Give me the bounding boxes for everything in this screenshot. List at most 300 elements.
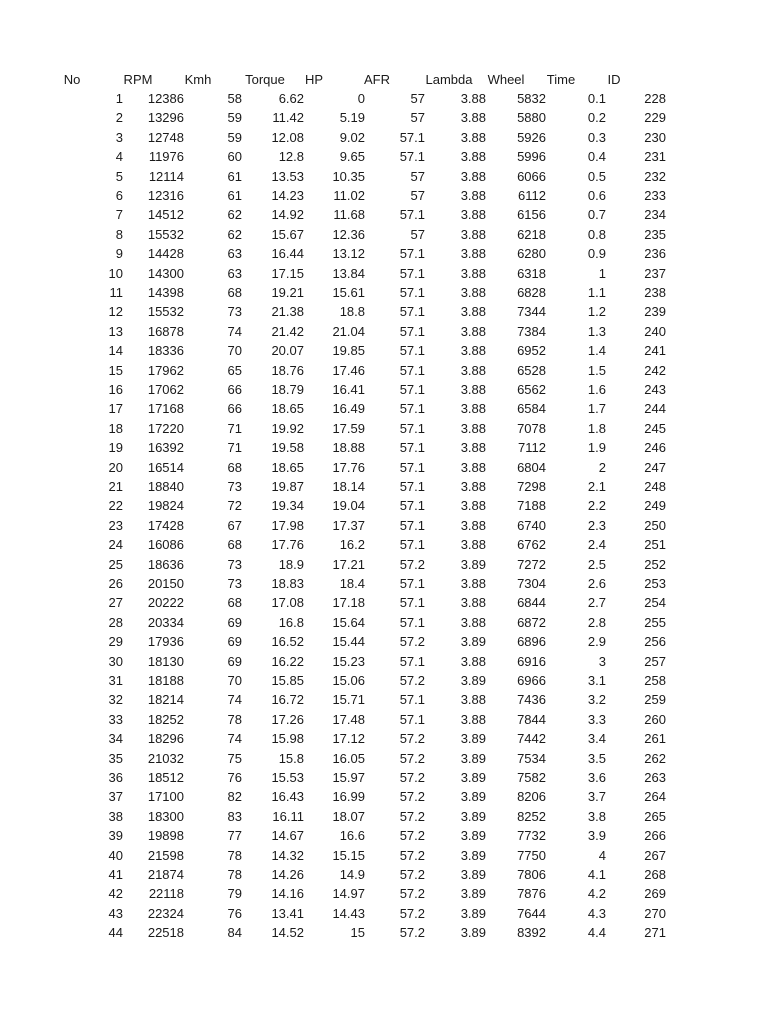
cell-torque: 16.43 [271, 789, 304, 805]
cell-lambda: 3.88 [460, 537, 486, 553]
table-row [0, 264, 768, 283]
table-row [0, 574, 768, 593]
cell-id: 243 [644, 382, 666, 397]
cell-id: 233 [644, 188, 666, 203]
cell-afr: 57.1 [399, 382, 425, 397]
table-row [0, 205, 768, 224]
cell-lambda: 3.88 [460, 498, 486, 514]
cell-id: 263 [644, 770, 666, 785]
cell-afr: 57.1 [399, 343, 425, 359]
cell-no: 5 [115, 168, 123, 184]
cell-time: 4.2 [587, 886, 606, 902]
table-row [0, 826, 768, 845]
table-row [0, 884, 768, 903]
cell-rpm: 14428 [147, 246, 184, 262]
cell-rpm: 11976 [148, 149, 184, 165]
table-row [0, 458, 768, 477]
cell-time: 3.1 [587, 673, 606, 688]
cell-hp: 11.02 [333, 188, 365, 203]
cell-lambda: 3.88 [460, 517, 486, 533]
cell-kmh: 59 [227, 110, 242, 126]
cell-no: 13 [108, 323, 123, 339]
cell-rpm: 20150 [147, 576, 184, 591]
cell-no: 15 [108, 362, 123, 378]
cell-rpm: 18336 [147, 343, 184, 359]
cell-afr: 57.1 [399, 207, 425, 223]
cell-torque: 12.8 [278, 149, 304, 165]
cell-hp: 12.36 [332, 226, 365, 242]
cell-afr: 57.2 [399, 925, 425, 941]
cell-lambda: 3.88 [460, 304, 486, 320]
cell-torque: 18.83 [271, 576, 304, 591]
cell-wheel: 6318 [517, 265, 546, 281]
cell-afr: 57 [410, 188, 425, 203]
cell-afr: 57.2 [399, 750, 425, 766]
cell-hp: 19.85 [332, 343, 365, 359]
cell-id: 228 [644, 91, 666, 106]
column-header-kmh: Kmh [184, 72, 212, 87]
cell-torque: 16.8 [278, 614, 304, 630]
cell-time: 2.2 [587, 498, 606, 514]
cell-afr: 57.1 [399, 265, 425, 281]
cell-afr: 57.1 [399, 285, 425, 300]
table-row [0, 380, 768, 399]
cell-afr: 57.1 [399, 692, 425, 708]
cell-kmh: 66 [227, 401, 242, 417]
cell-time: 2.4 [587, 537, 606, 553]
cell-no: 4 [115, 149, 123, 165]
cell-kmh: 63 [227, 265, 242, 281]
cell-wheel: 6280 [517, 246, 546, 262]
cell-rpm: 16878 [147, 323, 184, 339]
cell-time: 3.8 [587, 808, 606, 824]
table-row [0, 147, 768, 166]
cell-kmh: 76 [227, 770, 242, 785]
cell-time: 1.3 [587, 323, 606, 339]
cell-kmh: 77 [227, 828, 242, 844]
cell-afr: 57.1 [399, 537, 425, 553]
cell-afr: 57.1 [399, 653, 425, 669]
cell-hp: 15.97 [332, 770, 365, 785]
cell-hp: 18.8 [339, 304, 365, 320]
cell-rpm: 13296 [147, 110, 184, 126]
cell-no: 20 [108, 459, 123, 475]
cell-rpm: 17936 [147, 634, 184, 650]
cell-id: 270 [644, 905, 666, 921]
cell-kmh: 66 [227, 382, 242, 397]
cell-no: 18 [108, 420, 123, 436]
cell-afr: 57 [410, 226, 425, 242]
cell-rpm: 22518 [147, 925, 184, 941]
cell-no: 22 [108, 498, 123, 514]
cell-no: 19 [108, 440, 123, 456]
cell-lambda: 3.88 [460, 207, 486, 223]
cell-kmh: 71 [227, 440, 242, 456]
cell-time: 2.3 [587, 517, 606, 533]
cell-kmh: 84 [227, 925, 242, 941]
cell-kmh: 58 [227, 91, 242, 106]
cell-time: 3.5 [587, 750, 606, 766]
cell-kmh: 78 [227, 867, 242, 882]
table-row [0, 496, 768, 515]
cell-torque: 14.16 [271, 886, 304, 902]
table-row [0, 865, 768, 884]
cell-afr: 57.1 [399, 479, 425, 494]
cell-time: 1.4 [587, 343, 606, 359]
cell-wheel: 7806 [517, 867, 546, 882]
cell-hp: 9.02 [339, 129, 365, 145]
cell-rpm: 12748 [147, 129, 184, 145]
table-row [0, 807, 768, 826]
cell-no: 14 [108, 343, 123, 359]
cell-time: 0.7 [587, 207, 606, 223]
cell-kmh: 61 [227, 168, 242, 184]
cell-no: 35 [108, 750, 123, 766]
table-row [0, 671, 768, 690]
cell-time: 3.4 [587, 731, 606, 747]
table-row [0, 244, 768, 263]
cell-afr: 57.1 [399, 323, 425, 339]
cell-afr: 57.2 [399, 731, 425, 747]
cell-wheel: 7844 [517, 711, 546, 727]
cell-id: 235 [644, 226, 666, 242]
cell-lambda: 3.89 [460, 808, 486, 824]
cell-torque: 16.52 [271, 634, 304, 650]
cell-rpm: 18300 [147, 808, 184, 824]
cell-time: 0.1 [587, 91, 606, 106]
cell-time: 0.5 [587, 168, 606, 184]
cell-torque: 19.87 [271, 479, 304, 494]
cell-rpm: 17100 [147, 789, 184, 805]
cell-no: 39 [108, 828, 123, 844]
cell-kmh: 62 [227, 226, 242, 242]
cell-rpm: 16514 [147, 459, 184, 475]
cell-no: 3 [115, 129, 123, 145]
table-row [0, 128, 768, 147]
cell-afr: 57 [410, 91, 425, 106]
cell-rpm: 18840 [147, 479, 184, 494]
cell-kmh: 73 [227, 479, 242, 494]
cell-hp: 17.21 [332, 556, 365, 572]
cell-lambda: 3.88 [460, 362, 486, 378]
cell-wheel: 6896 [517, 634, 546, 650]
cell-id: 244 [644, 401, 666, 417]
cell-wheel: 6562 [517, 382, 546, 397]
cell-hp: 13.12 [332, 246, 365, 262]
cell-torque: 17.08 [271, 595, 304, 611]
cell-hp: 15.15 [332, 847, 365, 863]
column-header-no: No [63, 72, 81, 87]
cell-torque: 11.42 [272, 110, 304, 126]
table-row [0, 516, 768, 535]
cell-lambda: 3.88 [460, 91, 486, 106]
cell-wheel: 7112 [518, 440, 546, 456]
cell-afr: 57.1 [399, 362, 425, 378]
column-header-lambda: Lambda [425, 72, 473, 87]
cell-id: 241 [644, 343, 666, 359]
cell-time: 0.9 [587, 246, 606, 262]
cell-lambda: 3.88 [460, 188, 486, 203]
cell-no: 6 [115, 188, 123, 203]
cell-no: 27 [108, 595, 123, 611]
cell-id: 257 [644, 653, 666, 669]
table-row [0, 341, 768, 360]
cell-torque: 16.72 [271, 692, 304, 708]
cell-hp: 21.04 [332, 323, 365, 339]
cell-rpm: 18512 [147, 770, 184, 785]
cell-id: 266 [644, 828, 666, 844]
cell-torque: 21.38 [271, 304, 304, 320]
cell-rpm: 22324 [147, 905, 184, 921]
table-row [0, 186, 768, 205]
cell-wheel: 8392 [517, 925, 546, 941]
cell-rpm: 17962 [147, 362, 184, 378]
cell-afr: 57.1 [399, 498, 425, 514]
column-header-hp: HP [304, 72, 324, 87]
cell-wheel: 5832 [517, 91, 546, 106]
cell-time: 4.1 [587, 867, 606, 882]
cell-torque: 17.26 [271, 711, 304, 727]
column-header-time: Time [546, 72, 576, 87]
cell-time: 1.2 [587, 304, 606, 320]
cell-rpm: 18636 [147, 556, 184, 572]
cell-hp: 17.37 [332, 517, 365, 533]
cell-hp: 18.88 [332, 440, 365, 456]
cell-rpm: 18188 [147, 673, 184, 688]
cell-no: 21 [108, 479, 123, 494]
table-row [0, 399, 768, 418]
table-row [0, 846, 768, 865]
cell-kmh: 79 [227, 886, 242, 902]
cell-hp: 18.14 [332, 479, 365, 494]
cell-no: 40 [108, 847, 123, 863]
cell-lambda: 3.88 [460, 653, 486, 669]
cell-id: 248 [644, 479, 666, 494]
cell-hp: 15.64 [332, 614, 365, 630]
cell-wheel: 7188 [517, 498, 546, 514]
cell-afr: 57.1 [399, 711, 425, 727]
cell-lambda: 3.88 [460, 285, 486, 300]
cell-no: 31 [108, 673, 123, 688]
cell-afr: 57.2 [399, 847, 425, 863]
cell-rpm: 18214 [147, 692, 184, 708]
cell-no: 11 [109, 285, 123, 300]
cell-wheel: 7876 [517, 886, 546, 902]
cell-torque: 15.98 [271, 731, 304, 747]
cell-afr: 57.2 [399, 905, 425, 921]
cell-rpm: 15532 [147, 304, 184, 320]
cell-hp: 14.9 [339, 867, 365, 882]
cell-wheel: 6952 [517, 343, 546, 359]
cell-torque: 13.53 [271, 168, 304, 184]
cell-no: 42 [108, 886, 123, 902]
cell-id: 252 [644, 556, 666, 572]
cell-torque: 14.26 [271, 867, 304, 882]
cell-rpm: 20222 [147, 595, 184, 611]
cell-hp: 16.49 [332, 401, 365, 417]
cell-no: 33 [108, 711, 123, 727]
cell-lambda: 3.89 [460, 925, 486, 941]
cell-kmh: 82 [227, 789, 242, 805]
table-row [0, 438, 768, 457]
cell-kmh: 67 [227, 517, 242, 533]
cell-lambda: 3.88 [460, 595, 486, 611]
cell-wheel: 8206 [517, 789, 546, 805]
cell-kmh: 76 [227, 905, 242, 921]
cell-id: 230 [644, 129, 666, 145]
cell-kmh: 74 [227, 323, 242, 339]
cell-no: 29 [108, 634, 123, 650]
cell-torque: 18.76 [271, 362, 304, 378]
cell-time: 2.8 [587, 614, 606, 630]
table-row [0, 322, 768, 341]
cell-kmh: 73 [227, 304, 242, 320]
cell-kmh: 68 [227, 459, 242, 475]
cell-wheel: 6218 [517, 226, 546, 242]
cell-rpm: 19824 [147, 498, 184, 514]
cell-hp: 18.4 [339, 576, 365, 591]
cell-no: 12 [108, 304, 123, 320]
cell-time: 4 [598, 847, 606, 863]
cell-wheel: 6584 [517, 401, 546, 417]
cell-hp: 16.05 [332, 750, 365, 766]
cell-torque: 16.22 [271, 653, 304, 669]
cell-lambda: 3.88 [460, 440, 486, 456]
cell-time: 3.7 [587, 789, 606, 805]
cell-id: 240 [644, 323, 666, 339]
cell-kmh: 71 [227, 420, 242, 436]
cell-no: 25 [108, 556, 123, 572]
cell-no: 28 [108, 614, 123, 630]
cell-time: 1.8 [587, 420, 606, 436]
cell-afr: 57.2 [399, 808, 425, 824]
cell-wheel: 7344 [517, 304, 546, 320]
cell-time: 1.9 [587, 440, 606, 456]
cell-id: 245 [644, 420, 666, 436]
cell-rpm: 18252 [147, 711, 184, 727]
table-row [0, 632, 768, 651]
cell-kmh: 69 [227, 614, 242, 630]
cell-wheel: 6916 [517, 653, 546, 669]
cell-id: 256 [644, 634, 666, 650]
column-header-wheel: Wheel [487, 72, 525, 87]
cell-torque: 14.67 [271, 828, 304, 844]
cell-lambda: 3.89 [460, 828, 486, 844]
cell-rpm: 15532 [147, 226, 184, 242]
cell-torque: 15.53 [271, 770, 304, 785]
cell-lambda: 3.88 [460, 246, 486, 262]
cell-rpm: 21598 [147, 847, 184, 863]
cell-wheel: 6112 [518, 188, 546, 203]
cell-id: 231 [644, 149, 666, 165]
cell-time: 2 [598, 459, 606, 475]
cell-wheel: 6872 [517, 614, 546, 630]
cell-kmh: 63 [227, 246, 242, 262]
cell-wheel: 6156 [517, 207, 546, 223]
table-row [0, 593, 768, 612]
cell-time: 2.6 [587, 576, 606, 591]
cell-torque: 17.15 [271, 265, 304, 281]
cell-no: 17 [108, 401, 123, 417]
table-row [0, 690, 768, 709]
column-header-id: ID [607, 72, 621, 87]
cell-time: 0.8 [587, 226, 606, 242]
cell-no: 41 [108, 867, 123, 882]
cell-afr: 57.2 [399, 673, 425, 688]
cell-time: 3.6 [587, 770, 606, 785]
cell-rpm: 14398 [147, 285, 184, 300]
cell-id: 260 [644, 711, 666, 727]
table-row [0, 419, 768, 438]
cell-kmh: 75 [227, 750, 242, 766]
cell-kmh: 72 [227, 498, 242, 514]
cell-hp: 16.99 [332, 789, 365, 805]
cell-rpm: 17168 [147, 401, 184, 417]
cell-hp: 10.35 [332, 168, 365, 184]
cell-hp: 15.23 [332, 653, 365, 669]
cell-id: 229 [644, 110, 666, 126]
column-header-rpm: RPM [123, 72, 153, 87]
cell-no: 44 [108, 925, 123, 941]
table-row [0, 923, 768, 942]
cell-hp: 17.59 [332, 420, 365, 436]
cell-torque: 15.85 [271, 673, 304, 688]
cell-wheel: 6804 [517, 459, 546, 475]
cell-lambda: 3.88 [460, 576, 486, 591]
cell-wheel: 7442 [517, 731, 546, 747]
cell-kmh: 70 [227, 673, 242, 688]
cell-id: 255 [644, 614, 666, 630]
table-row [0, 108, 768, 127]
cell-kmh: 73 [227, 576, 242, 591]
cell-rpm: 12316 [147, 188, 184, 203]
table-row [0, 555, 768, 574]
cell-id: 232 [644, 168, 666, 184]
cell-id: 249 [644, 498, 666, 514]
cell-torque: 13.41 [271, 905, 304, 921]
cell-afr: 57.2 [399, 770, 425, 785]
cell-wheel: 7298 [517, 479, 546, 494]
cell-no: 16 [108, 382, 123, 397]
cell-wheel: 8252 [517, 808, 546, 824]
cell-time: 4.4 [587, 925, 606, 941]
cell-time: 2.7 [587, 595, 606, 611]
table-row [0, 787, 768, 806]
table-row [0, 710, 768, 729]
cell-lambda: 3.89 [460, 847, 486, 863]
cell-afr: 57.2 [399, 634, 425, 650]
cell-no: 34 [108, 731, 123, 747]
cell-wheel: 6828 [517, 285, 546, 300]
cell-torque: 19.92 [271, 420, 304, 436]
cell-kmh: 68 [227, 537, 242, 553]
cell-hp: 15.06 [332, 673, 365, 688]
cell-wheel: 7436 [517, 692, 546, 708]
table-row [0, 768, 768, 787]
cell-torque: 19.34 [271, 498, 304, 514]
cell-hp: 18.07 [332, 808, 365, 824]
cell-wheel: 6528 [517, 362, 546, 378]
cell-lambda: 3.88 [460, 420, 486, 436]
table-row [0, 535, 768, 554]
cell-id: 265 [644, 808, 666, 824]
cell-lambda: 3.89 [460, 731, 486, 747]
cell-rpm: 12114 [148, 168, 184, 184]
table-row [0, 652, 768, 671]
cell-afr: 57.2 [399, 789, 425, 805]
table-row [0, 89, 768, 108]
table-row [0, 477, 768, 496]
